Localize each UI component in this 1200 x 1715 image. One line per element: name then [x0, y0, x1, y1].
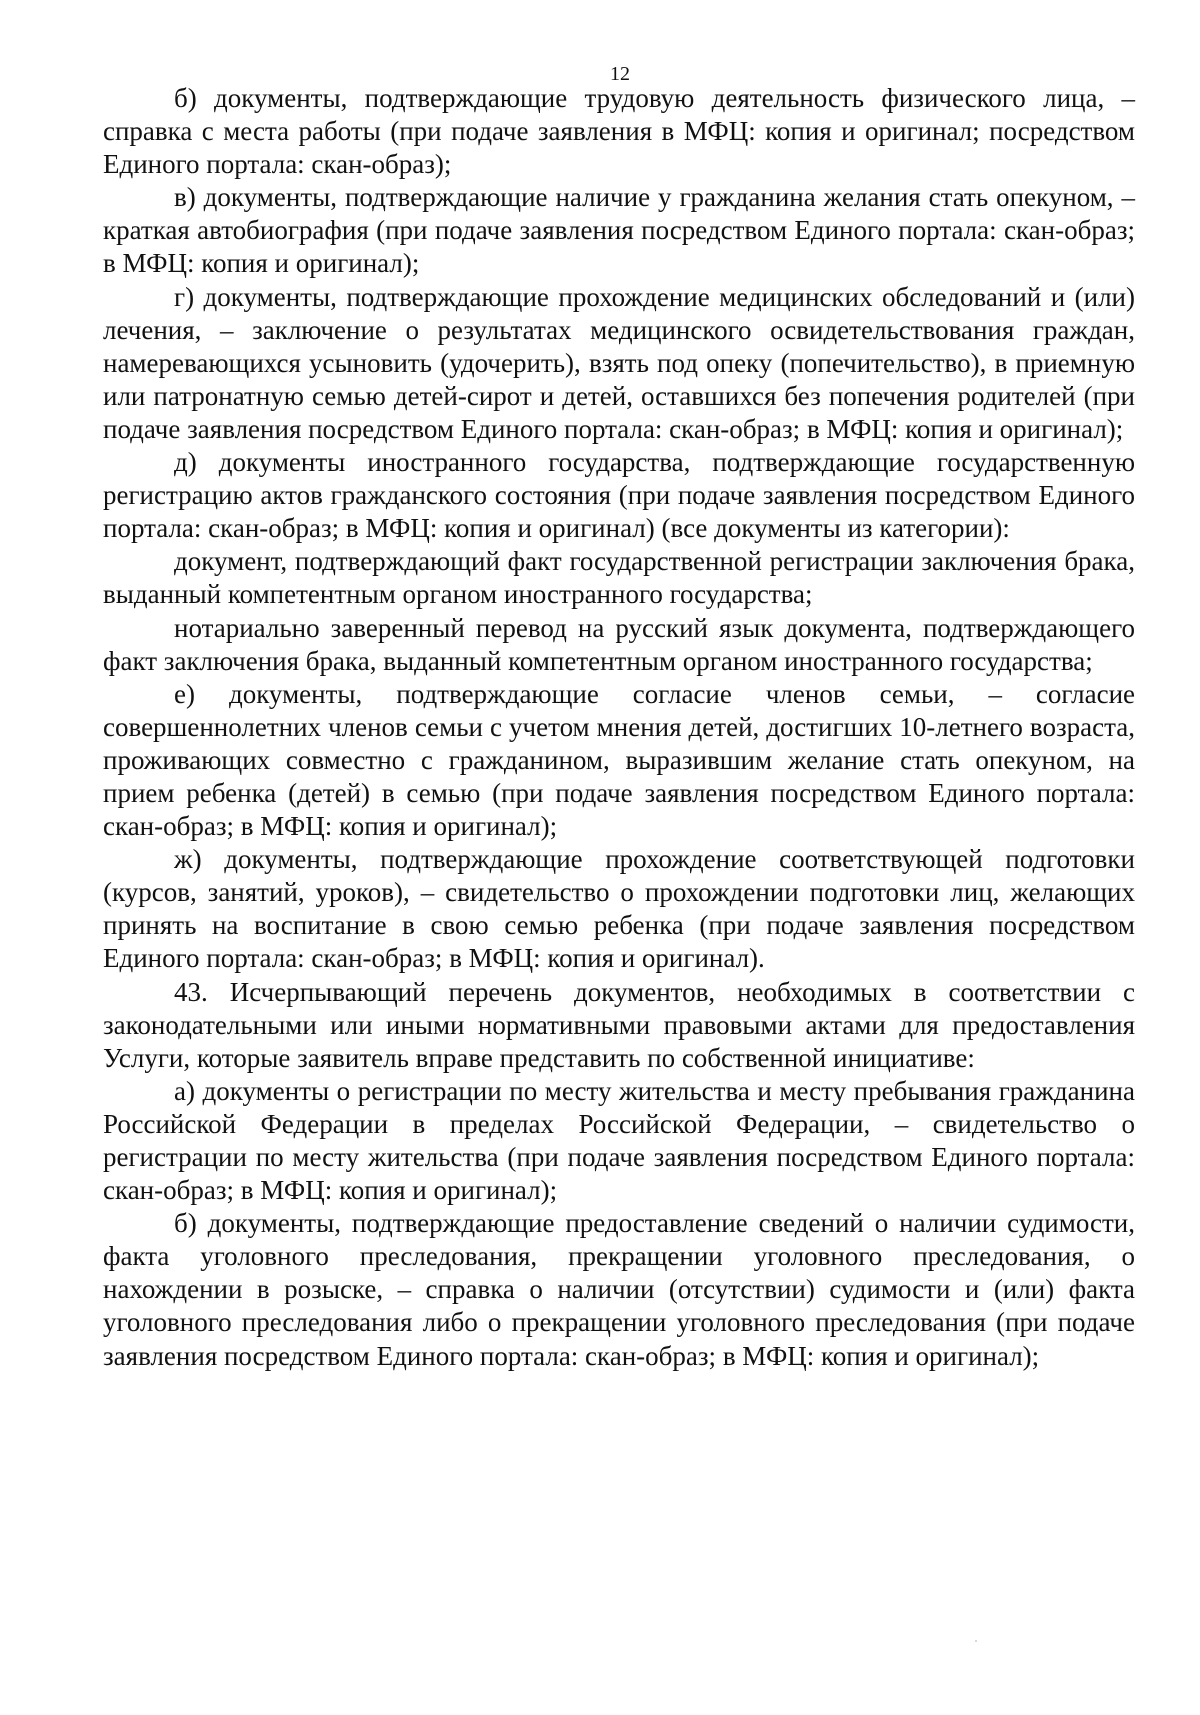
document-body — [103, 82, 1135, 1373]
scan-speck — [975, 1640, 977, 1642]
paragraph-43-document-list: 43. Исчерпывающий перечень документов, необходимых в соответствии с законодательными или иными нормативными правовыми актами для предоставления Услуги, которые заявитель вправе представить по собственной инициативе: — [103, 976, 1135, 1073]
paragraph-g-medical: г) документы, подтверждающие прохождение медицинских обследований и (или) лечения, – заключение о результатах медицинского освидетельствования граждан, намеревающихся усыновить (удочерить), взять под опеку (попечительство), в приемную или патронатную семью детей-сирот и детей, оставшихся без попечения родителей (при подаче заявления посредством Единого портала: скан-образ; в МФЦ: копия и оригинал); — [103, 281, 1135, 444]
paragraph-e-family-consent: е) документы, подтверждающие согласие членов семьи, – согласие совершеннолетних членов семьи с учетом мнения детей, достигших 10-летнего возраста, проживающих совместно с гражданином, выразившим желание стать опекуном, на прием ребенка (детей) в семью (при подаче заявления посредством Единого портала: скан-образ; в МФЦ: копия и оригинал); — [103, 678, 1135, 842]
paragraph-b-criminal-record: б) документы, подтверждающие предоставление сведений о наличии судимости, факта уголовного преследования, прекращении уголовного преследования, о нахождении в розыске, – справка о наличии (отсутствии) судимости и (или) факта уголовного преследования либо о прекращении уголовного преследования (при подаче заявления посредством Единого портала: скан-образ; в МФЦ: копия и оригинал); — [103, 1208, 1135, 1371]
paragraph-a-registration: а) документы о регистрации по месту жительства и месту пребывания гражданина Российской Федерации в пределах Российской Федерации, – свидетельство о регистрации по месту жительства (при подаче заявления посредством Единого портала: скан-образ; в МФЦ: копия и оригинал); — [103, 1075, 1135, 1206]
paragraph-marriage-registration: документ, подтверждающий факт государственной регистрации заключения брака, выданный компетентным органом иностранного государства; — [103, 546, 1135, 610]
paragraph-notarized-translation: нотариально заверенный перевод на русский язык документа, подтверждающего факт заключения брака, выданный компетентным органом иностранного государства; — [103, 612, 1135, 676]
paragraph-d-foreign-documents: д) документы иностранного государства, подтверждающие государственную регистрацию актов гражданского состояния (при подаче заявления посредством Единого портала: скан-образ; в МФЦ: копия и оригинал) (все документы из категории): — [103, 447, 1135, 544]
paragraph-b-employment: б) документы, подтверждающие трудовую деятельность физического лица, – справка с места работы (при подаче заявления в МФЦ: копия и оригинал; посредством Единого портала: скан-образ); — [103, 83, 1135, 180]
paragraph-v-autobiography: в) документы, подтверждающие наличие у гражданина желания стать опекуном, – краткая автобиография (при подаче заявления посредством Единого портала: скан-образ; в МФЦ: копия и оригинал); — [103, 182, 1135, 279]
page-number: 12 — [610, 63, 630, 85]
paragraph-zh-training: ж) документы, подтверждающие прохождение соответствующей подготовки (курсов, занятий, уроков), – свидетельство о прохождении подготовки лиц, желающих принять на воспитание в свою семью ребенка (при подаче заявления посредством Единого портала: скан-образ; в МФЦ: копия и оригинал). — [103, 844, 1135, 974]
